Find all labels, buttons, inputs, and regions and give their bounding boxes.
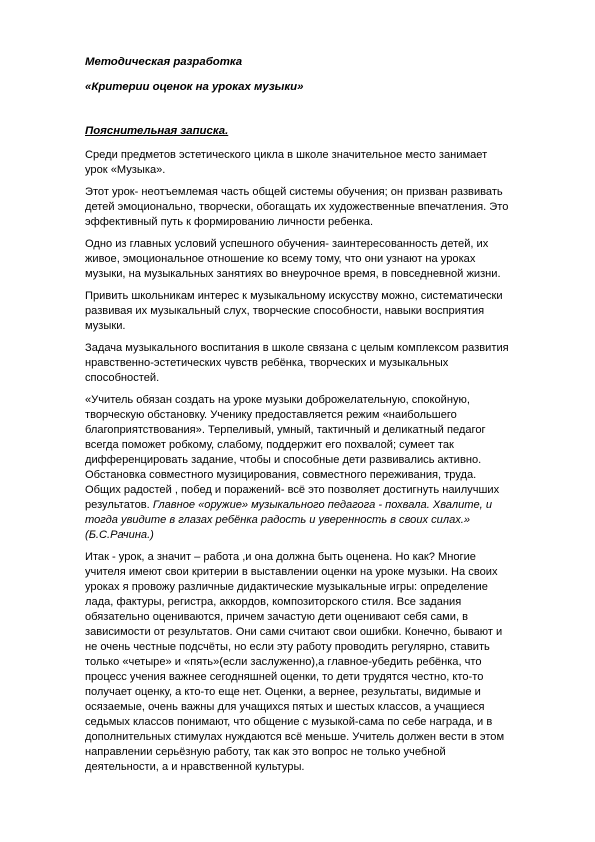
text-line: нравственно-эстетических чувств ребёнка, творческих и музыкальных xyxy=(85,357,449,369)
paragraph-5 xyxy=(85,341,555,386)
text-line: урок «Музыка». xyxy=(85,164,166,176)
paragraph-2 xyxy=(85,185,555,230)
text-line: процесс учения важнее сегодняшней оценки, то дети трудятся честно, кто-то xyxy=(85,671,484,683)
text-line: лада, фактуры, регистра, аккордов, композиторского стиля. Все задания xyxy=(85,596,462,608)
text-line: всегда поможет робкому, слабому, поддержит его похвалой; сумеет так xyxy=(85,439,454,451)
text-line: «Учитель обязан создать на уроке музыки доброжелательную, спокойную, xyxy=(85,394,470,406)
text-line: Задача музыкального воспитания в школе связана с целым комплексом развития xyxy=(85,342,509,354)
mixed-text-line xyxy=(85,498,555,513)
text-line: учителя имеют свои критерии в выставлении оценки на уроке музыки. На своих xyxy=(85,566,498,578)
text-line: осязаемые, очень важны для учащихся пятых и шестых классов, а учащиеся xyxy=(85,701,485,713)
document-title-line-2: «Критерии оценок на уроках музыки» xyxy=(85,81,304,93)
document-title-line-1: Методическая разработка xyxy=(85,56,243,68)
text-line: дифференцировать задание, чтобы и способные дети развивались активно. xyxy=(85,454,482,466)
text-line: развивая их музыкальный слух, творческие способности, навыки восприятия xyxy=(85,305,485,317)
text-line: живое, эмоциональное отношение ко всему тому, что они узнают на уроках xyxy=(85,253,476,265)
text-line: деятельности, а и нравственной культуры. xyxy=(85,761,305,773)
quote-attribution: (Б.С.Рачина.) xyxy=(85,529,154,541)
text-line: музыки, на музыкальных занятиях во внеурочное время, в повседневной жизни. xyxy=(85,268,501,280)
italic-text-line: тогда увидите в глазах ребёнка радость и уверенность в своих силах.» xyxy=(85,514,471,526)
document-body xyxy=(85,148,555,782)
paragraph-3 xyxy=(85,237,555,282)
text-line: творческую обстановку. Ученику предоставляется режим «наибольшего xyxy=(85,409,457,421)
paragraph-4 xyxy=(85,289,555,334)
text-segment: результатов. xyxy=(85,499,153,511)
text-line: музыки. xyxy=(85,320,126,332)
text-line: Общих радостей , побед и поражений- всё это позволяет достигнуть наилучших xyxy=(85,484,500,496)
text-line: седьмых классов понимают, что общение с музыкой-сама по себе награда, и в xyxy=(85,716,493,728)
text-line: благоприятствования». Терпеливый, умный, тактичный и деликатный педагог xyxy=(85,424,486,436)
text-line: Привить школьникам интерес к музыкальному искусству можно, систематически xyxy=(85,290,503,302)
text-line: Одно из главных условий успешного обучения- заинтересованность детей, их xyxy=(85,238,489,250)
text-line: способностей. xyxy=(85,372,160,384)
text-line: Обстановка совместного музицирования, совместного переживания, труда. xyxy=(85,469,477,481)
paragraph-1 xyxy=(85,148,555,178)
text-line: Итак - урок, а значит – работа ,и она должна быть оценена. Но как? Многие xyxy=(85,551,476,563)
text-line: обязательно оцениваются, причем зачастую дети оценивают себя сами, в xyxy=(85,611,469,623)
text-line: только «четыре» и «пять»(если заслуженно),а главное-убедить ребёнка, что xyxy=(85,656,482,668)
text-line: зависимости от результатов. Они сами считают свои ошибки. Конечно, бывают и xyxy=(85,626,503,638)
text-line: получает оценку, а кто-то еще нет. Оценки, а вернее, результаты, видимые и xyxy=(85,686,481,698)
text-line: уроках я провожу различные дидактические музыкальные игры: определение xyxy=(85,581,488,593)
text-line: направлении серьёзную работу, так как это вопрос не только учебной xyxy=(85,746,446,758)
italic-text-segment: Главное «оружие» музыкального педагога - похвала. Хвалите, и xyxy=(152,499,493,511)
text-line: Среди предметов эстетического цикла в школе значительное место занимает xyxy=(85,149,488,161)
text-line: детей эмоционально, творчески, обогащать их художественные впечатления. Это xyxy=(85,201,509,213)
text-line: Этот урок- неотъемлемая часть общей системы обучения; он призван развивать xyxy=(85,186,503,198)
text-line: дополнительных стимулах нуждаются всё меньше. Учитель должен вести в этом xyxy=(85,731,505,743)
paragraph-7 xyxy=(85,550,555,775)
section-heading: Пояснительная записка. xyxy=(85,125,229,137)
text-line: эффективный путь к формированию личности ребенка. xyxy=(85,216,374,228)
text-line: не очень честные подсчёты, но если эту работу проводить регулярно, ставить xyxy=(85,641,490,653)
paragraph-quote xyxy=(85,393,555,543)
